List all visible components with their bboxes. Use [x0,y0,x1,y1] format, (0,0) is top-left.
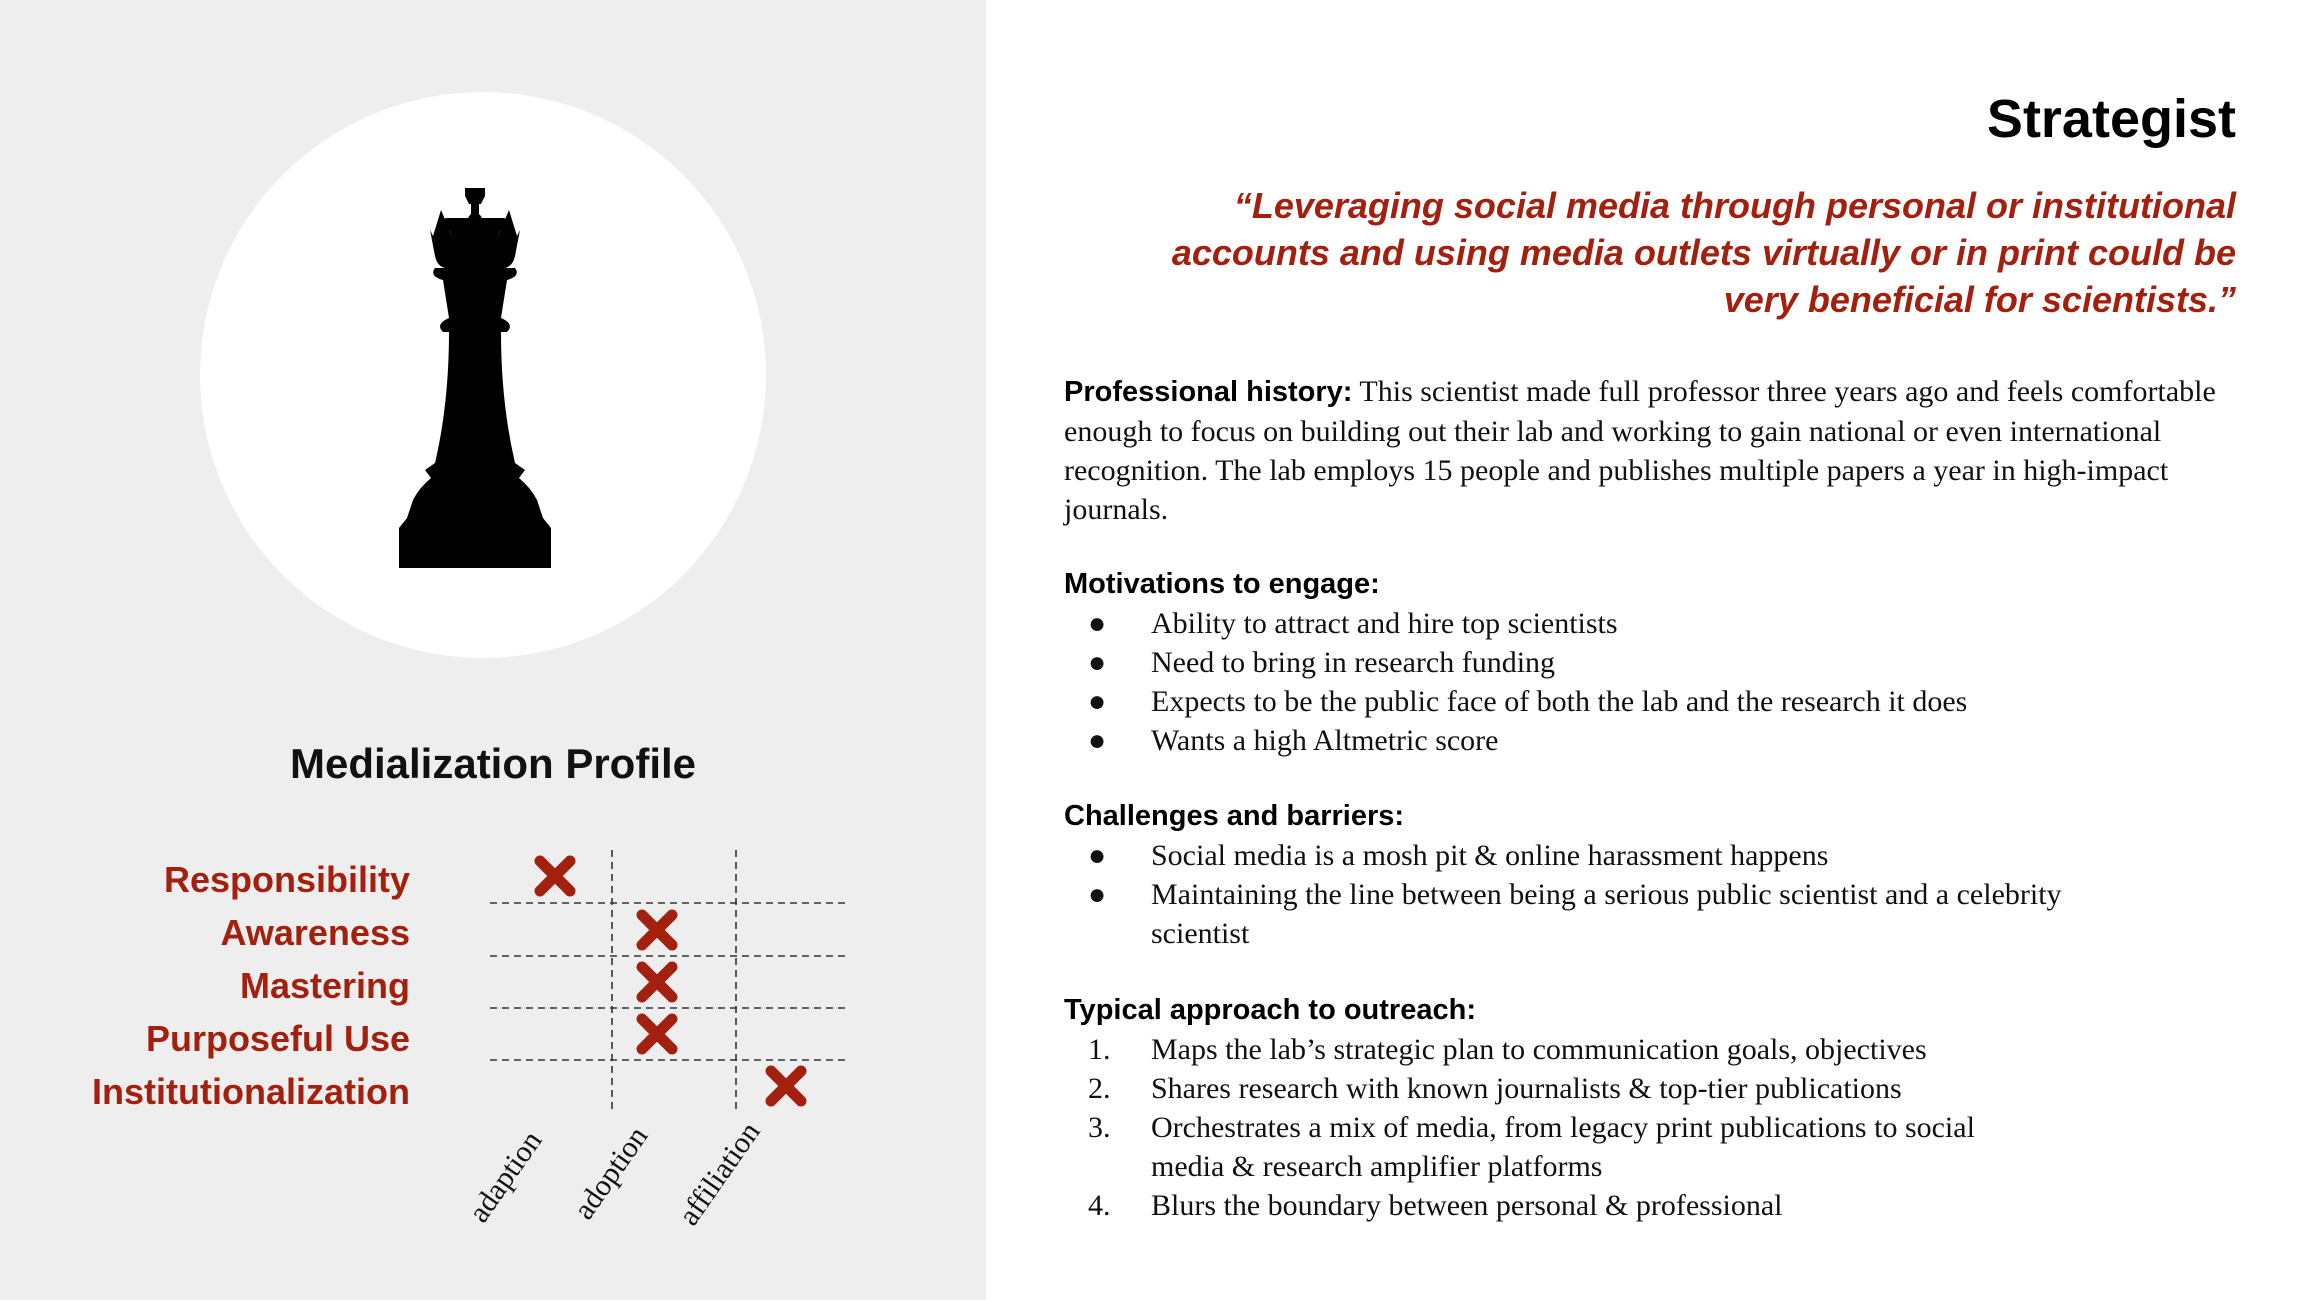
bullet-icon: ● [1088,878,1107,911]
medialization-matrix [490,850,850,1110]
approach-heading: Typical approach to outreach: [1064,994,1476,1026]
approach-section [1064,991,2244,1225]
profile-row-label: Awareness [220,912,410,953]
list-item: ● Maintaining the line between being a serious public scientist and a celebrity scientist [1064,875,2244,953]
motivations-heading: Motivations to engage: [1064,568,1380,600]
challenges-section [1064,797,2244,953]
x-mark-icon [540,861,570,891]
history-section [1064,372,2244,529]
bullet-icon: ● [1088,607,1107,640]
column-label: affiliation [672,1116,767,1232]
persona-title: Strategist [1986,89,2236,149]
list-item: 4. Blurs the boundary between personal & professional [1088,1189,1783,1222]
motivations-section [1064,565,2244,760]
persona-profile-panel [0,0,986,1300]
list-item: ● Need to bring in research funding [1064,643,2244,682]
bullet-icon: ● [1088,724,1107,757]
profile-row-label: Purposeful Use [145,1018,410,1059]
list-item: 3. Orchestrates a mix of media, from legacy print publications to social media & research amplifier platforms [1088,1111,1975,1183]
challenges-heading: Challenges and barriers: [1064,800,1405,832]
x-mark-icon [642,915,672,945]
profile-row-label: Institutionalization [92,1071,410,1112]
profile-row-label: Responsibility [163,859,410,900]
profile-title: Medialization Profile [289,740,697,787]
bullet-icon: ● [1088,646,1107,679]
bullet-icon: ● [1088,685,1107,718]
column-label: adoption [567,1120,655,1226]
list-item: ● Ability to attract and hire top scientists [1064,604,2244,643]
history-text: This scientist made full professor three years ago and feels comfortable enough to focus on building out their lab and working to gain national or even international recognition. The lab employs 15 people and publishes multiple papers a year in high-impact journals. [1064,375,2216,526]
x-mark-icon [771,1071,801,1101]
bullet-icon: ● [1088,839,1107,872]
persona-quote: “Leveraging social media through personal or institutional accounts and using media outlets virtually or in print could be very beneficial for scientists.” [1171,185,2236,320]
list-item: ● Expects to be the public face of both the lab and the research it does [1064,682,2244,721]
list-item: ● Wants a high Altmetric score [1064,721,2244,760]
x-mark-icon [642,967,672,997]
chess-queen-icon [385,188,565,568]
persona-details-panel [986,0,2306,1300]
history-heading: Professional history: [1064,376,1353,408]
list-item: 2. Shares research with known journalists & top-tier publications [1088,1072,1902,1105]
list-item: 1. Maps the lab’s strategic plan to communication goals, objectives [1088,1033,1927,1066]
column-label: adaption [462,1124,549,1229]
list-item: ● Social media is a mosh pit & online harassment happens [1064,836,2244,875]
profile-row-label: Mastering [239,965,410,1006]
x-mark-icon [642,1019,672,1049]
